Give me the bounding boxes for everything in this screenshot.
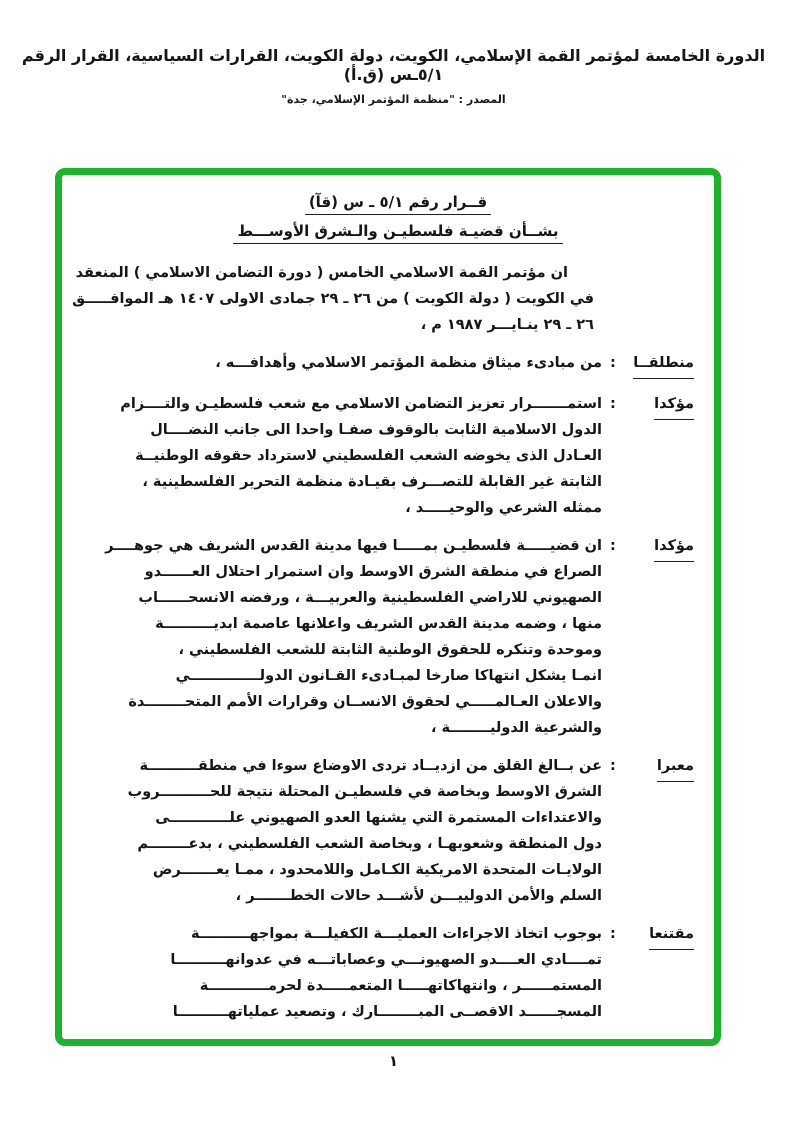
clause-label: مؤكدا — [654, 391, 694, 420]
clause-colon: : — [610, 355, 616, 371]
clause-colon: : — [610, 758, 616, 774]
clause-colon: : — [610, 926, 616, 942]
clause-muntaliqan — [102, 350, 694, 379]
clause-text: عن بــالغ القلق من ازديــاد تردى الاوضاع سوءا في منطقــــــــــة الشرق الاوسط وبخاصة في فلسطيـن المحتلة نتيجة للحــــــــــروب والاعتداءات المستمرة التي يشنها العدو الصهيوني علــــــــــــى دول المنطقة وشعوبهـا ، وبخاصة الشعب الفلسطيني ، بدعــــــــم الولايـات المتحدة الامريكية الكـامل واللامحدود ، ممـا يعـــــــرض السلم والأمن الدولييـــن لأشـــد حالات الخطـــــــر ، — [127, 758, 602, 904]
clause-text: ان قضيـــــة فلسطيـن بمـــــا فيها مدينة القدس الشريف هي جوهــــر الصراع في منطقة الشرق الاوسط وان استمرار احتلال العــــــدو الصهيوني للاراضي الفلسطينية والعربيـــة ، ورفضه الانسحــــــاب منها ، وضمه مدينة القدس الشريف واعلانها عاصمة ابديــــــــــة وموحدة وتنكره للحقوق الوطنية الثابتة للشعب الفلسطيني ، انمـا يشكل انتهاكا صارخا لمبـادىء القـانون الدولــــــــــــــي والاعلان العـالمـــــي لحقوق الانســان وقرارات الأمم المتحــــــــدة والشرعية الدوليــــــــة ، — [105, 538, 602, 736]
clause-text: من مبادىء ميثاق منظمة المؤتمر الاسلامي وأهدافـــه ، — [215, 355, 602, 371]
clause-colon: : — [610, 396, 616, 412]
clause-muakkidan-2 — [102, 533, 694, 741]
page-header — [0, 46, 787, 106]
header-source-line: المصدر : "منظمة المؤتمر الإسلامي، جدة" — [281, 93, 506, 106]
clause-muabbiran — [102, 753, 694, 909]
resolution-title — [102, 193, 694, 244]
resolution-subject-line: بشــأن قضيـة فلسطيـن والـشرق الأوســـط — [233, 222, 562, 244]
page-number: ١ — [388, 1052, 399, 1070]
clause-label: مؤكدا — [654, 533, 694, 562]
header-catalog-line: الدورة الخامسة لمؤتمر القمة الإسلامي، الكويت، دولة الكويت، القرارات السياسية، القرار الرقم ٥/١ـس (ق.أ) — [21, 46, 766, 84]
clause-muqtanian — [102, 921, 694, 1025]
clause-text: استمـــــــرار تعزيز التضامن الاسلامي مع شعب فلسطيـن والتــــزام الدول الاسلامية الثابت بالوقوف صفـا واحدا الى جانب النضــــال العـادل الذى يخوضه الشعب الفلسطيني لاسترداد حقوقه الوطنيــة الثابتة غير القابلة للتصـــرف بقيـادة منظمة التحرير الفلسطينية ، ممثله الشرعي والوحيـــــد ، — [120, 396, 602, 516]
clause-label: منطلقــا — [633, 350, 694, 379]
clause-label: مقتنعا — [649, 921, 694, 950]
preamble-paragraph: ان مؤتمر القمة الاسلامي الخامس ( دورة التضامن الاسلامي ) المنعقد في الكويت ( دولة الكويت ) من ٢٦ ـ ٢٩ جمادى الاولى ١٤٠٧ هـ الموافـــــق ٢٦ ـ ٢٩ ينـايـــر ١٩٨٧ م ، — [72, 265, 594, 333]
clause-label: معبرا — [657, 753, 694, 782]
clause-text: بوجوب اتخاذ الاجراءات العمليـــة الكفيلـــة بمواجهــــــــــة تمــــادي العــــدو الصهيونـــي وعصاباتـــه في عدوانهــــــــــا المستمــــــر ، وانتهاكاتهـــــا المتعمـــــدة لحرمــــــــــــة المسجــــــد الاقصــى المبــــــــارك ، وتصعيد عملياتهــــــــــا — [170, 926, 602, 1020]
clause-colon: : — [610, 538, 616, 554]
clause-muakkidan-1 — [102, 391, 694, 521]
resolution-number-line: قــرار رقم ٥/١ ـ س (قآ) — [305, 193, 491, 215]
document-border — [55, 168, 721, 1046]
